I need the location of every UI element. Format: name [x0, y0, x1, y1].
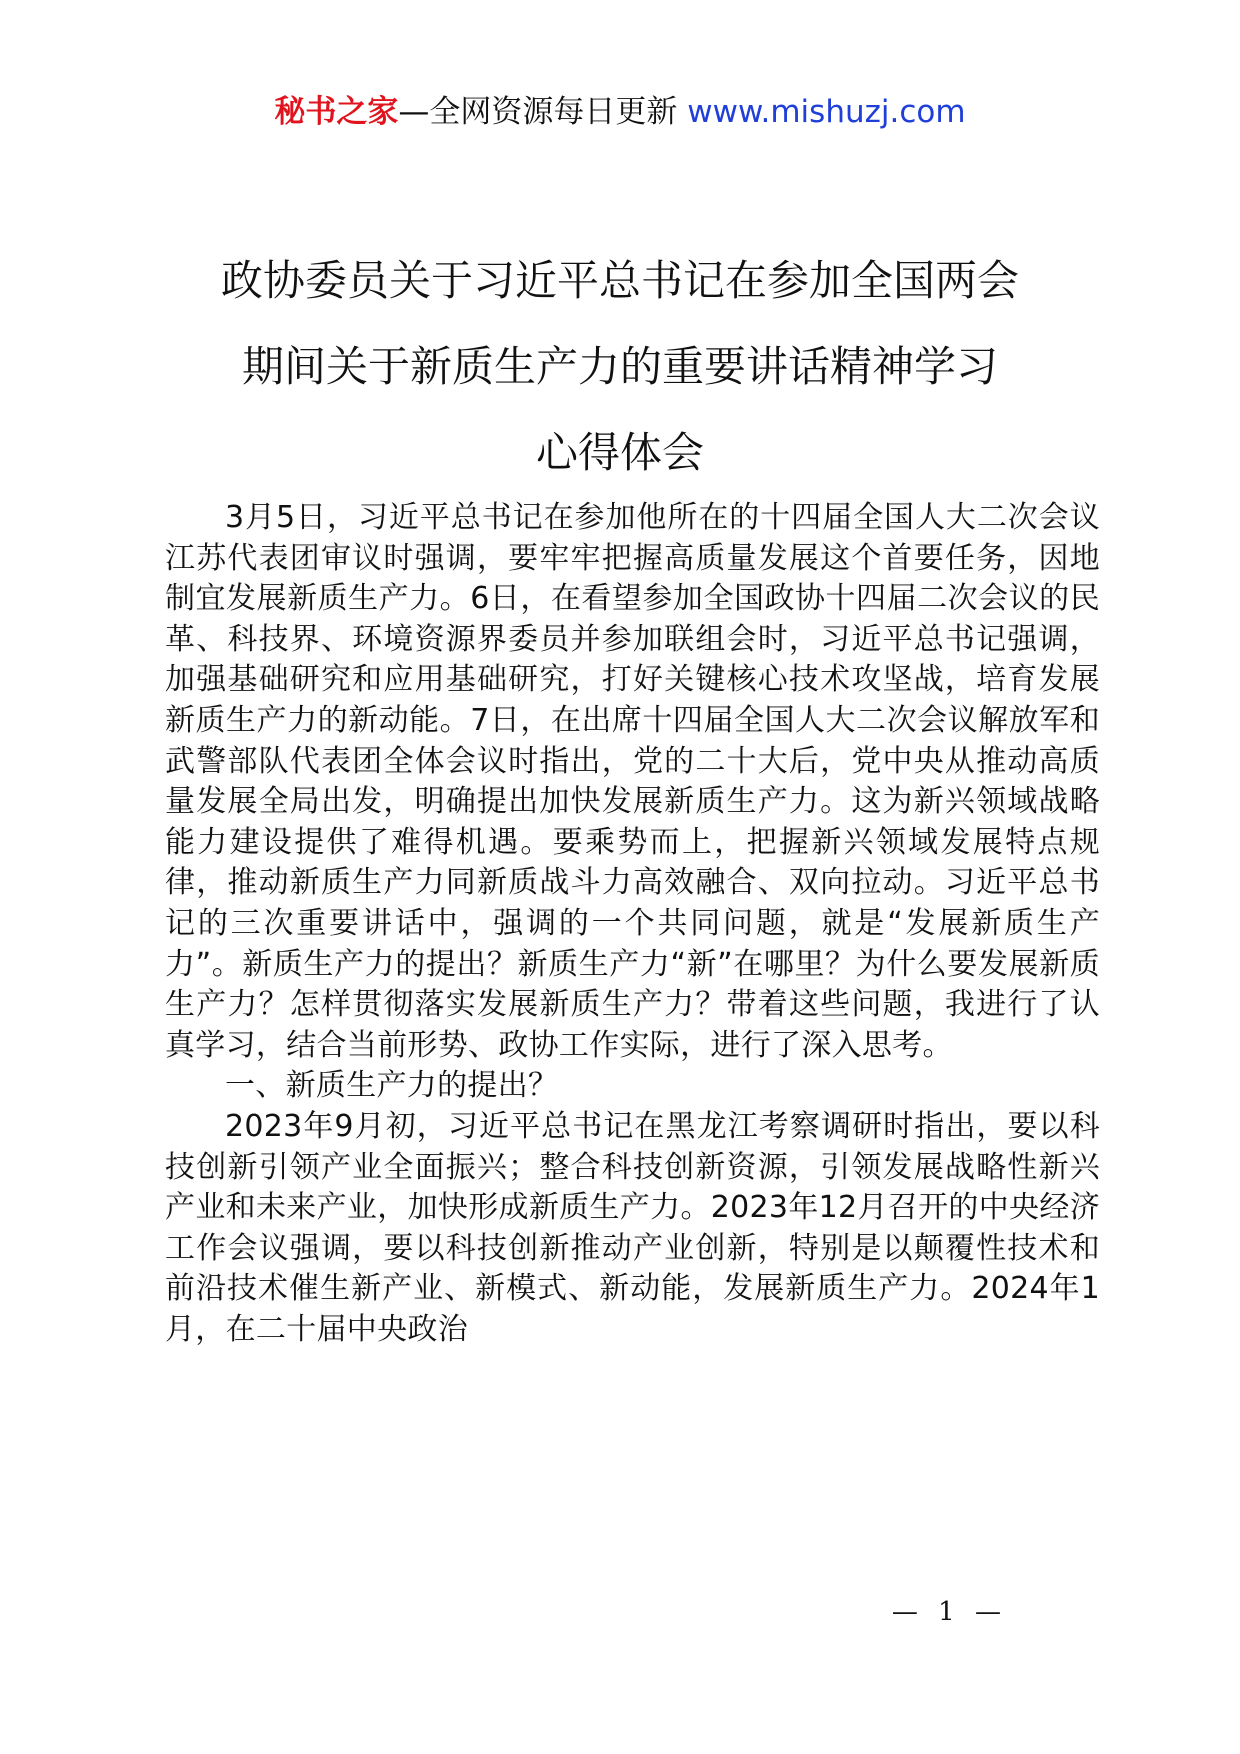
site-tagline: —全网资源每日更新: [398, 94, 688, 130]
section-heading-1: 一、新质生产力的提出？: [225, 1068, 559, 1104]
title-line-1: 政协委员关于习近平总书记在参加全国两会: [220, 256, 1019, 305]
document-body: [165, 498, 1100, 1350]
document-title: [150, 238, 1090, 496]
site-header: [0, 92, 1240, 132]
site-brand: 秘书之家: [274, 94, 399, 130]
title-line-3: 心得体会: [535, 428, 704, 477]
title-line-2: 期间关于新质生产力的重要讲话精神学习: [241, 342, 998, 391]
site-url-link[interactable]: www.mishuzj.com: [687, 94, 966, 130]
body-paragraph-section-1: 2023年9月初，习近平总书记在黑龙江考察调研时指出，要以科技创新引领产业全面振兴；整合科技创新资源，引领发展战略性新兴产业和未来产业，加快形成新质生产力。2023年12月召开的中央经济工作会议强调，要以科技创新推动产业创新，特别是以颠覆性技术和前沿技术催生新产业、新模式、新动能，发展新质生产力。2024年1月，在二十届中央政治: [165, 1108, 1100, 1347]
page-number: — 1 —: [891, 1597, 1007, 1627]
body-paragraph-intro: 3月5日，习近平总书记在参加他所在的十四届全国人大二次会议江苏代表团审议时强调，要牢牢把握高质量发展这个首要任务，因地制宜发展新质生产力。6日，在看望参加全国政协十四届二次会议的民革、科技界、环境资源界委员并参加联组会时，习近平总书记强调，加强基础研究和应用基础研究，打好关键核心技术攻坚战，培育发展新质生产力的新动能。7日，在出席十四届全国人大二次会议解放军和武警部队代表团全体会议时指出，党的二十大后，党中央从推动高质量发展全局出发，明确提出加快发展新质生产力。这为新兴领域战略能力建设提供了难得机遇。要乘势而上，把握新兴领域发展特点规律，推动新质生产力同新质战斗力高效融合、双向拉动。习近平总书记的三次重要讲话中，强调的一个共同问题，就是“发展新质生产力”。新质生产力的提出？新质生产力“新”在哪里？为什么要发展新质生产力？怎样贯彻落实发展新质生产力？带着这些问题，我进行了认真学习，结合当前形势、政协工作实际，进行了深入思考。: [165, 500, 1100, 1063]
